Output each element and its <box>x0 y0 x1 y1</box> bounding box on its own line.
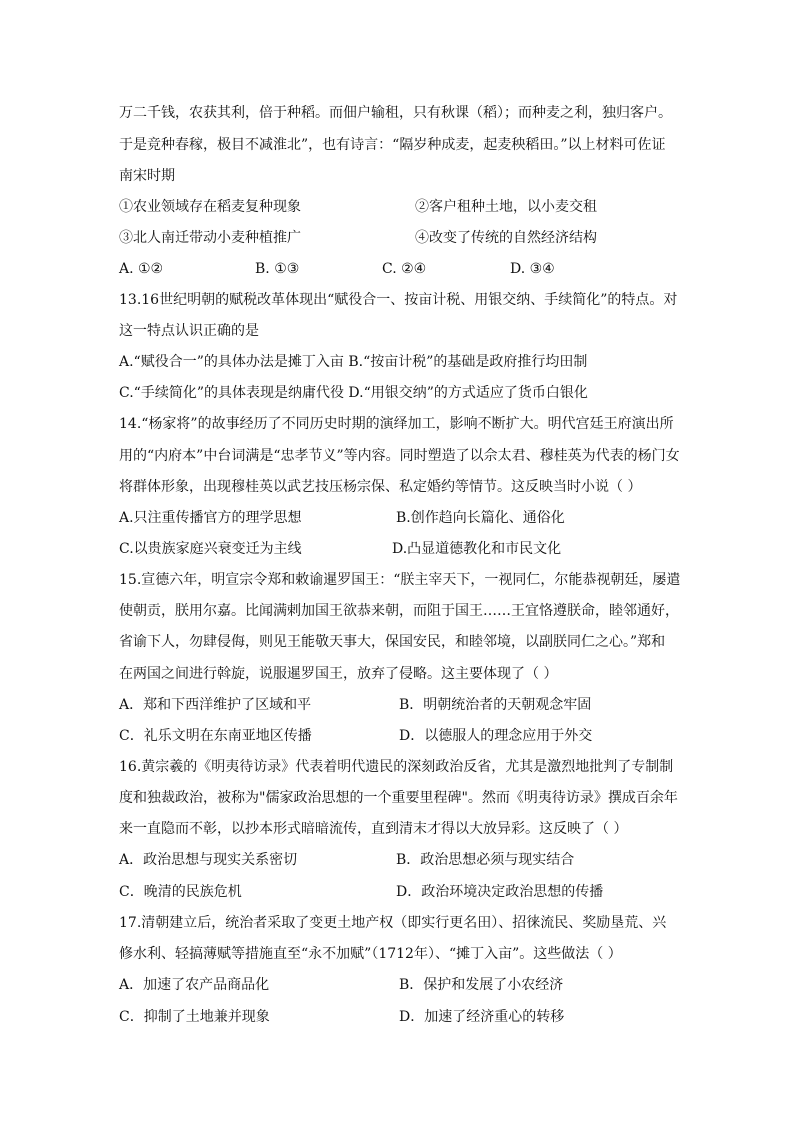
q14-text-line-2: 用的“内府本”中台词满是“忠孝节义”等内容。同时塑造了以佘太君、穆桂英为代表的杨门女 <box>119 448 680 464</box>
q12-option-a: A. ①② <box>119 261 164 277</box>
q14-option-c: C.以贵族家庭兴衰变迁为主线 <box>119 541 302 557</box>
q17-option-d: D．加速了经济重心的转移 <box>399 1009 565 1025</box>
q12-statement-4: ④改变了传统的自然经济结构 <box>415 230 597 246</box>
q12-text-line-1: 万二千钱，农获其利，倍于种稻。而佃户输租，只有秋课（稻）；而种麦之利，独归客户。 <box>119 105 672 121</box>
q12-option-c: C. ②④ <box>382 261 427 277</box>
q14-option-a: A.只注重传播官方的理学思想 <box>119 510 302 526</box>
q14-option-b: B.创作趋向长篇化、通俗化 <box>396 510 565 526</box>
q15-text-line-4: 在两国之间进行斡旋，说服暹罗国王，放弃了侵略。这主要体现了（ ） <box>119 666 558 682</box>
q17-text-line-2: 修水利、轻搞薄赋等措施直至“永不加赋”（1712年）、“摊丁入亩”。这些做法（ ） <box>119 946 622 962</box>
q12-statement-3: ③北人南迁带动小麦种植推广 <box>119 230 301 246</box>
q15-option-a: A．郑和下西洋维护了区域和平 <box>119 697 312 713</box>
q13-options-cd: C.“手续简化”的具体表现是纳庸代役 D.“用银交纳”的方式适应了货币白银化 <box>119 385 588 401</box>
q13-text-line-2: 这一特点认识正确的是 <box>119 323 259 339</box>
q15-text-line-1: 15.宣德六年，明宣宗令郑和敕谕暹罗国王：“朕主宰天下，一视同仁，尔能恭视朝廷，屡遣 <box>119 572 681 588</box>
q16-text-line-2: 度和独裁政治，被称为"儒家政治思想的一个重要里程碑"。然而《明夷待访录》撰成百余年 <box>119 790 678 806</box>
q15-text-line-3: 省谕下人，勿肆侵侮，则见王能敬天事大，保国安民，和睦邻境，以副朕同仁之心。”郑和 <box>119 634 666 650</box>
q16-text-line-3: 来一直隐而不彰，以抄本形式暗暗流传，直到清末才得以大放异彩。这反映了（ ） <box>119 821 628 837</box>
q14-option-d: D.凸显道德教化和市民文化 <box>392 541 562 557</box>
q16-option-c: C．晚清的民族危机 <box>119 884 242 900</box>
q17-option-c: C．抑制了土地兼并现象 <box>119 1009 270 1025</box>
q13-text-line-1: 13.16世纪明朝的赋税改革体现出“赋役合一、按亩计税、用银交纳、手续简化”的特点。对 <box>119 292 678 308</box>
q15-option-b: B．明朝统治者的天朝观念牢固 <box>399 697 592 713</box>
q15-text-line-2: 使朝贡，朕用尔嘉。比闻满剌加国王欲恭来朝，而阻于国王……王宜恪遵朕命，睦邻通好， <box>119 603 679 619</box>
q15-option-d: D．以德服人的理念应用于外交 <box>399 728 593 744</box>
q17-option-a: A．加速了农产品商品化 <box>119 977 270 993</box>
q16-text-line-1: 16.黄宗羲的《明夷待访录》代表着明代遗民的深刻政治反省，尤其是激烈地批判了专制制 <box>119 759 674 775</box>
q16-option-b: B．政治思想必须与现实结合 <box>396 852 575 868</box>
q12-statement-2: ②客户租种土地，以小麦交租 <box>415 199 597 215</box>
q17-option-b: B．保护和发展了小农经济 <box>399 977 564 993</box>
q17-text-line-1: 17.清朝建立后，统治者采取了变更土地产权（即实行更名田）、招徕流民、奖励垦荒、兴 <box>119 915 667 931</box>
q12-statement-1: ①农业领域存在稻麦复种现象 <box>119 199 301 215</box>
q12-text-line-2: 于是竞种春稼，极目不减淮北”，也有诗言：“隔岁种成麦，起麦秧稻田。”以上材料可佐证 <box>119 137 666 153</box>
q14-text-line-1: 14.“杨家将”的故事经历了不同历史时期的演绎加工，影响不断扩大。明代宫廷王府演出所 <box>119 416 674 432</box>
q16-option-d: D．政治环境决定政治思想的传播 <box>396 884 604 900</box>
q14-text-line-3: 将群体形象，出现穆桂英以武艺技压杨宗保、私定婚约等情节。这反映当时小说（ ） <box>119 479 642 495</box>
q16-option-a: A．政治思想与现实关系密切 <box>119 852 298 868</box>
q15-option-c: C．礼乐文明在东南亚地区传播 <box>119 728 312 744</box>
q12-option-b: B. ①③ <box>255 261 300 277</box>
q12-text-line-3: 南宋时期 <box>119 168 175 184</box>
q12-option-d: D. ③④ <box>510 261 555 277</box>
q13-options-ab: A.“赋役合一”的具体办法是摊丁入亩 B.“按亩计税”的基础是政府推行均田制 <box>119 354 588 370</box>
